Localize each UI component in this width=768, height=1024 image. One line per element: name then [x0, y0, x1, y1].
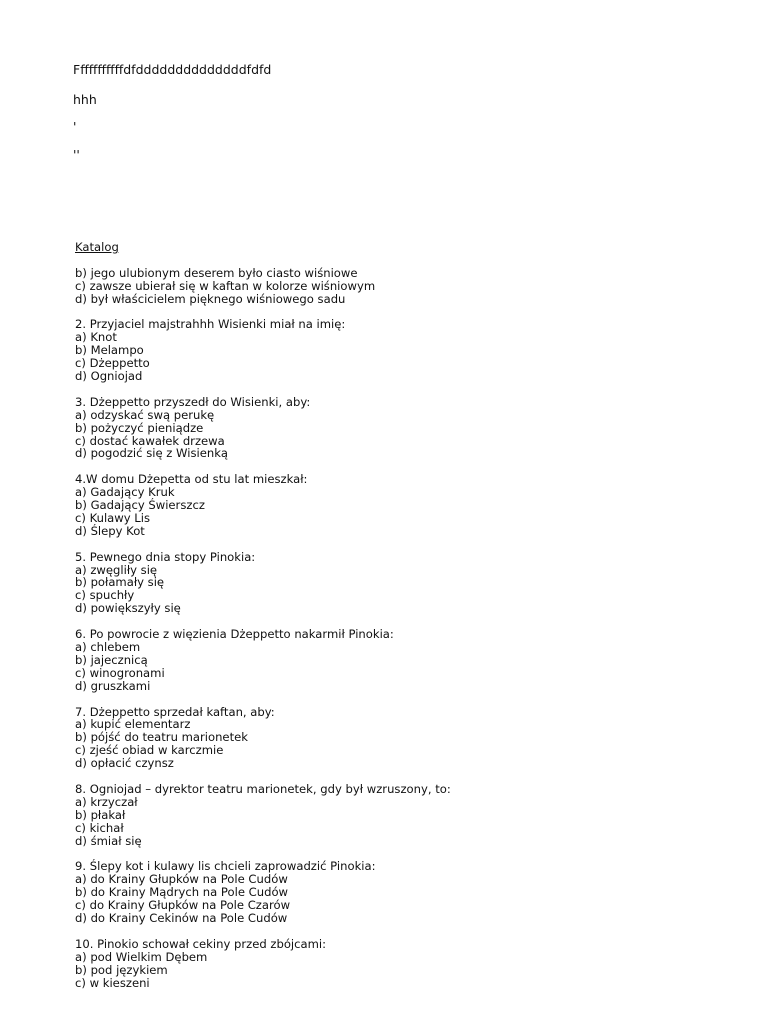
question-group	[75, 473, 735, 538]
answer-option: a) Knot	[75, 330, 117, 345]
quiz-body	[75, 241, 735, 1002]
answer-option: c) zjeść obiad w karczmie	[75, 743, 224, 758]
answer-option: b) Melampo	[75, 343, 144, 358]
answer-option: c) do Krainy Głupków na Pole Czarów	[75, 898, 291, 913]
answer-option: d) opłacić czynsz	[75, 756, 174, 771]
question-text: 3. Dżeppetto przyszedł do Wisienki, aby:	[75, 394, 311, 409]
answer-option: b) do Krainy Mądrych na Pole Cudów	[75, 885, 289, 900]
answer-option: a) chlebem	[75, 640, 141, 654]
document-subtitle: hhh	[73, 92, 97, 107]
answer-option: a) kupić elementarz	[75, 717, 191, 732]
answer-option: c) kichał	[75, 820, 124, 835]
answer-option: d) do Krainy Cekinów na Pole Cudów	[75, 910, 288, 925]
answer-option: c) Kulawy Lis	[75, 510, 151, 525]
question-text: 2. Przyjaciel majstrahhh Wisienki miał na imię:	[75, 317, 346, 332]
answer-option: a) zwęgliły się	[75, 562, 158, 577]
question-group	[75, 938, 735, 990]
document-title: Fffffffffffdfddddddddddddddfdfd	[73, 62, 272, 77]
intro-line: b) jego ulubionym deserem było ciasto wiśniowe	[75, 265, 358, 280]
question-group	[75, 318, 735, 383]
answer-option: b) jajecznicą	[75, 652, 148, 667]
answer-option: b) płakał	[75, 807, 126, 822]
intro-answer-group	[75, 267, 735, 306]
question-group	[75, 706, 735, 771]
stray-mark-1: '	[73, 119, 77, 134]
question-group	[75, 860, 735, 925]
answer-option: c) dostać kawałek drzewa	[75, 433, 225, 448]
question-text: 10. Pinokio schował cekiny przed zbójcami:	[75, 936, 327, 951]
answer-option: b) pod językiem	[75, 962, 168, 977]
question-text: 9. Ślepy kot i kulawy lis chcieli zaprowadzić Pinokia:	[75, 859, 376, 874]
intro-line: d) był właścicielem pięknego wiśniowego sadu	[75, 291, 346, 306]
question-list	[75, 318, 735, 989]
answer-option: d) powiększyły się	[75, 601, 181, 616]
answer-option: b) pójść do teatru marionetek	[75, 730, 248, 745]
intro-line: c) zawsze ubierał się w kaftan w kolorze wiśniowym	[75, 278, 376, 293]
answer-option: d) Ogniojad	[75, 369, 143, 384]
question-group	[75, 783, 735, 848]
question-group	[75, 396, 735, 461]
answer-option: b) pożyczyć pieniądze	[75, 420, 204, 435]
question-text: 5. Pewnego dnia stopy Pinokia:	[75, 549, 256, 564]
answer-option: c) w kieszeni	[75, 975, 150, 990]
answer-option: d) gruszkami	[75, 678, 151, 693]
question-text: 4.W domu Dżepetta od stu lat mieszkał:	[75, 472, 308, 487]
answer-option: c) spuchły	[75, 588, 135, 603]
question-text: 7. Dżeppetto sprzedał kaftan, aby:	[75, 704, 275, 719]
question-group	[75, 628, 735, 693]
catalog-link[interactable]: Katalog	[75, 240, 119, 254]
answer-option: d) pogodzić się z Wisienką	[75, 446, 229, 461]
answer-option: d) śmiał się	[75, 833, 142, 848]
answer-option: b) Gadający Świerszcz	[75, 498, 205, 513]
answer-option: a) odzyskać swą perukę	[75, 407, 215, 422]
answer-option: a) krzyczał	[75, 794, 138, 809]
answer-option: b) połamały się	[75, 575, 165, 590]
answer-option: a) Gadający Kruk	[75, 485, 175, 500]
answer-option: d) Ślepy Kot	[75, 523, 145, 538]
answer-option: c) Dżeppetto	[75, 356, 150, 371]
answer-option: c) winogronami	[75, 665, 165, 680]
answer-option: a) do Krainy Głupków na Pole Cudów	[75, 872, 288, 887]
stray-mark-2: ''	[73, 147, 80, 162]
question-group	[75, 551, 735, 616]
question-text: 8. Ogniojad – dyrektor teatru marionetek, gdy był wzruszony, to:	[75, 781, 451, 796]
question-text: 6. Po powrocie z więzienia Dżeppetto nakarmił Pinokia:	[75, 627, 394, 642]
answer-option: a) pod Wielkim Dębem	[75, 949, 208, 964]
